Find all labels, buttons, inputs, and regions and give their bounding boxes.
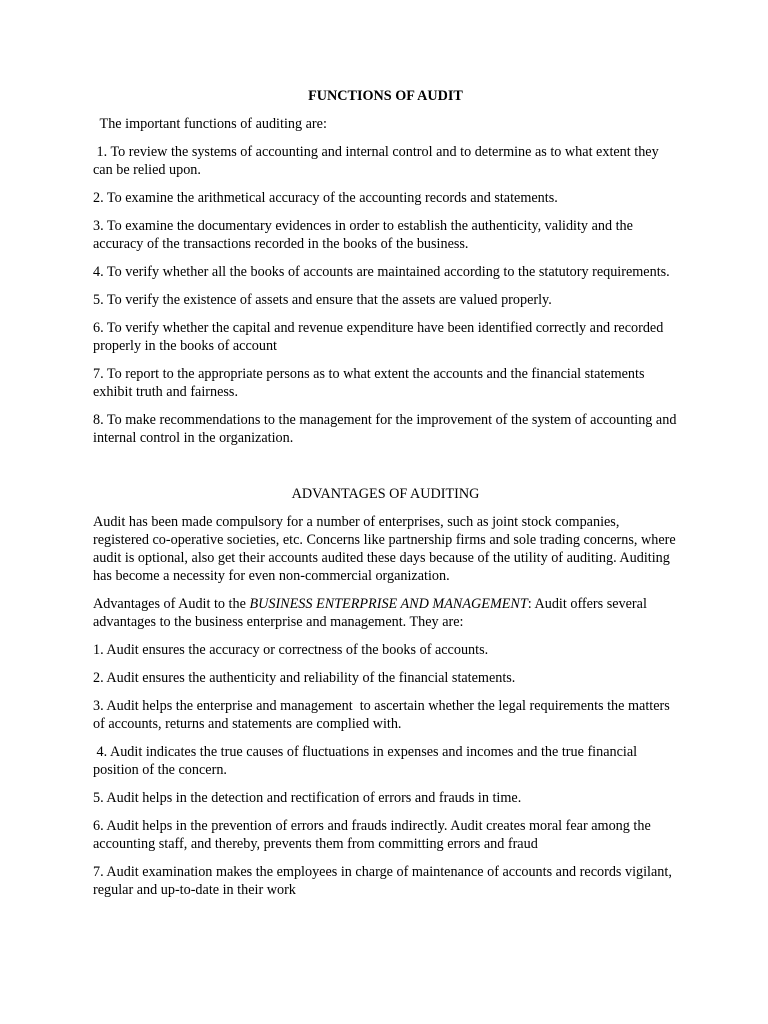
advantage-item: 2. Audit ensures the authenticity and reliability of the financial statements. bbox=[93, 670, 516, 686]
business-suffix: : Audit offers several advantages to the business enterprise and management. They are: bbox=[93, 596, 647, 630]
functions-intro: The important functions of auditing are: bbox=[96, 116, 327, 132]
function-item: 7. To report to the appropriate persons as to what extent the accounts and the financial statements exhibit truth and fairness. bbox=[93, 366, 645, 400]
document-page bbox=[93, 87, 678, 909]
functions-heading: FUNCTIONS OF AUDIT bbox=[308, 88, 463, 104]
function-item: 6. To verify whether the capital and revenue expenditure have been identified correctly and recorded properly in the books of account bbox=[93, 320, 664, 354]
advantages-heading: ADVANTAGES OF AUDITING bbox=[291, 486, 480, 502]
advantage-item: 5. Audit helps in the detection and rectification of errors and frauds in time. bbox=[93, 790, 522, 806]
function-item: 3. To examine the documentary evidences in order to establish the authenticity, validity and the accuracy of the transactions recorded in the books of the business. bbox=[93, 218, 633, 252]
advantages-intro: Audit has been made compulsory for a number of enterprises, such as joint stock companies, registered co-operative societies, etc. Concerns like partnership firms and sole trading concerns, where audit is optional, also get their accounts audited these days because of the utility of auditing. Auditing has become a necessity for even non-commercial organization. bbox=[93, 514, 676, 584]
function-item: 8. To make recommendations to the management for the improvement of the system of accounting and internal control in the organization. bbox=[93, 412, 677, 446]
advantage-item: 6. Audit helps in the prevention of errors and frauds indirectly. Audit creates moral fear among the accounting staff, and thereby, prevents them from committing errors and fraud bbox=[93, 818, 651, 852]
advantages-business-paragraph bbox=[93, 595, 678, 631]
business-emphasis: BUSINESS ENTERPRISE AND MANAGEMENT bbox=[249, 596, 528, 612]
advantage-item: 3. Audit helps the enterprise and management to ascertain whether the legal requirements the matters of accounts, returns and statements are complied with. bbox=[93, 698, 674, 732]
advantage-item: 4. Audit indicates the true causes of fluctuations in expenses and incomes and the true financial position of the concern. bbox=[93, 744, 641, 778]
advantage-item: 1. Audit ensures the accuracy or correctness of the books of accounts. bbox=[93, 642, 489, 658]
function-item: 5. To verify the existence of assets and ensure that the assets are valued properly. bbox=[93, 292, 552, 308]
function-item: 1. To review the systems of accounting and internal control and to determine as to what extent they can be relied upon. bbox=[93, 144, 663, 178]
function-item: 4. To verify whether all the books of accounts are maintained according to the statutory requirements. bbox=[93, 264, 670, 280]
business-prefix: Advantages of Audit to the bbox=[93, 596, 250, 612]
section-spacer bbox=[93, 457, 678, 485]
function-item: 2. To examine the arithmetical accuracy of the accounting records and statements. bbox=[93, 190, 558, 206]
advantage-item: 7. Audit examination makes the employees in charge of maintenance of accounts and records vigilant, regular and up-to-date in their work bbox=[93, 864, 672, 898]
